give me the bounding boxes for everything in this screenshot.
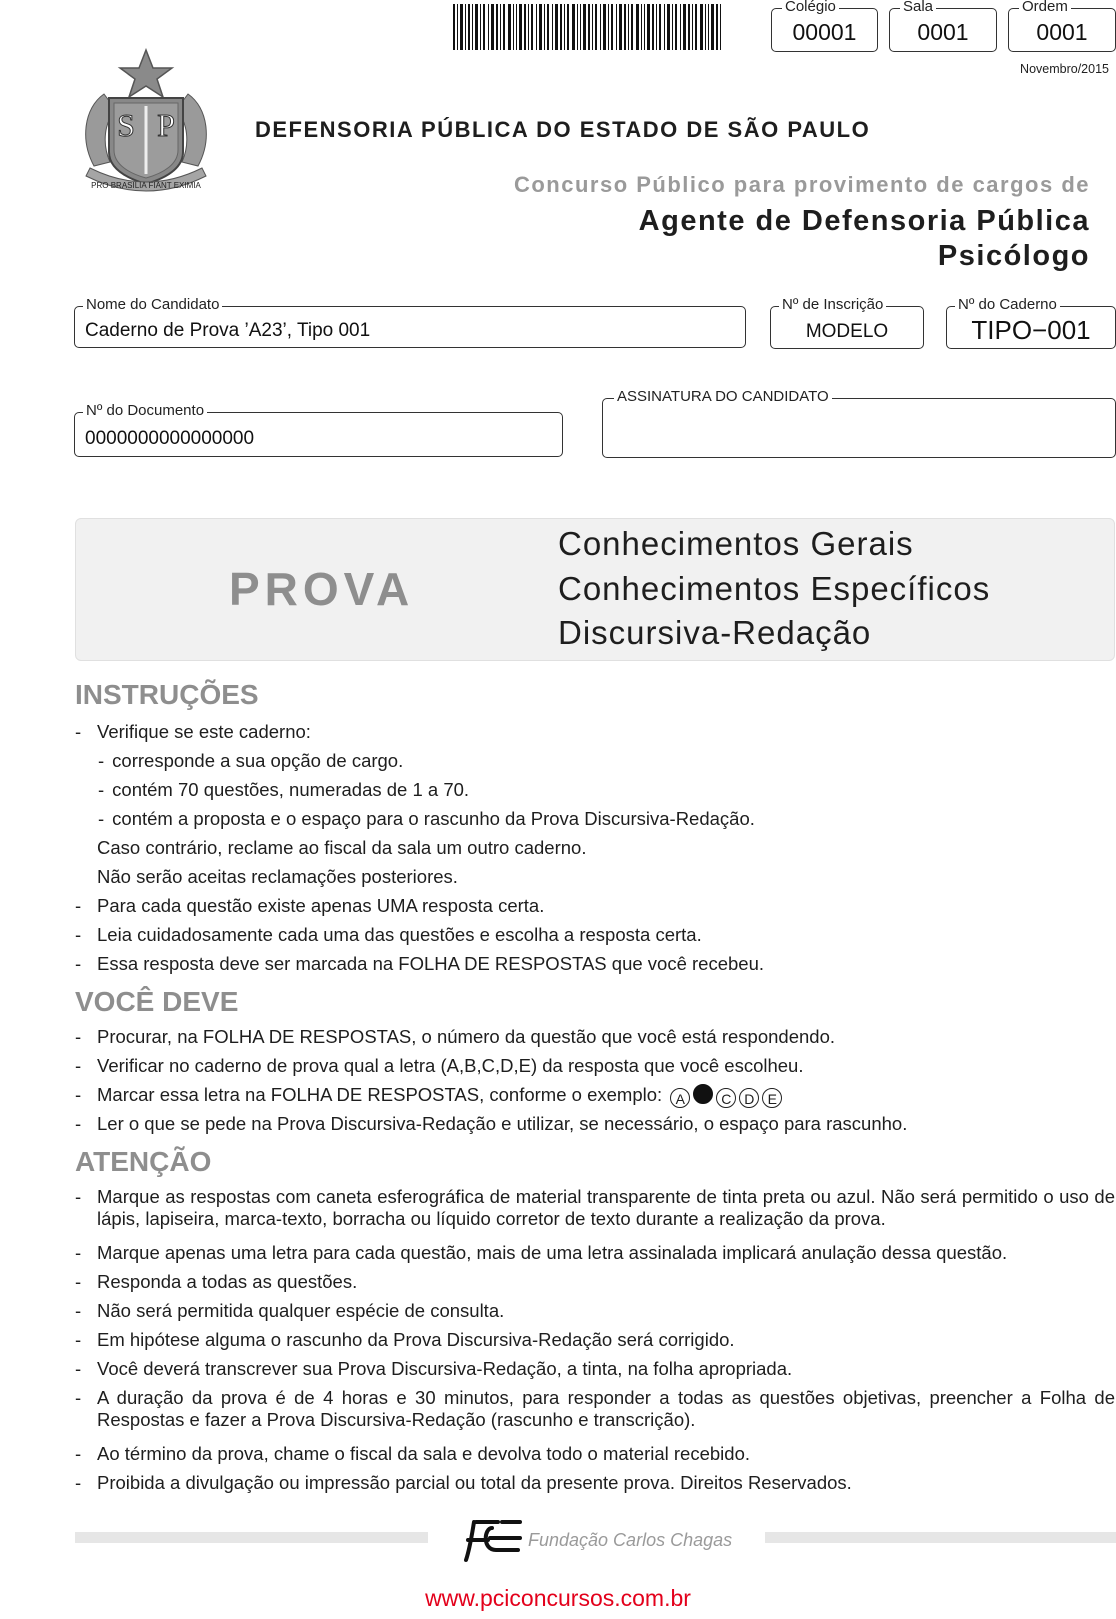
voce-deve-4: - Ler o que se pede na Prova Discursiva-Redação e utilizar, se necessário, o espaço para rascunho. xyxy=(75,1113,908,1134)
prova-section-gerais: Conhecimentos Gerais xyxy=(558,525,914,562)
prova-section-discursiva: Discursiva-Redação xyxy=(558,614,872,651)
emblem-letter-p: P xyxy=(157,107,175,143)
candidate-name-label: Nome do Candidato xyxy=(83,297,222,313)
example-bubble-b-filled xyxy=(693,1084,713,1104)
caderno-field xyxy=(946,296,1116,349)
footer-bar-right xyxy=(765,1532,1116,1543)
colegio-label: Colégio xyxy=(782,0,839,15)
instrucao-6: Não serão aceitas reclamações posteriores. xyxy=(97,866,458,887)
document-number-label: Nº do Documento xyxy=(83,403,207,419)
document-number-field xyxy=(74,402,563,457)
instrucao-4: - contém a proposta e o espaço para o rascunho da Prova Discursiva-Redação. xyxy=(98,808,755,829)
atencao-4: - Não será permitida qualquer espécie de consulta. xyxy=(75,1300,505,1321)
voce-deve-3: - Marcar essa letra na FOLHA DE RESPOSTAS, conforme o exemplo: A C D E xyxy=(75,1084,81,1106)
example-bubble-e: E xyxy=(762,1088,782,1108)
atencao-3: - Responda a todas as questões. xyxy=(75,1271,358,1292)
cargo-title: Agente de Defensoria Pública xyxy=(638,205,1090,237)
fcc-name: Fundação Carlos Chagas xyxy=(528,1530,733,1550)
atencao-heading: ATENÇÃO xyxy=(75,1146,212,1177)
instrucao-3: - contém 70 questões, numeradas de 1 a 70. xyxy=(98,779,470,800)
footer-bar-left xyxy=(75,1532,428,1543)
candidate-name-field xyxy=(74,296,746,348)
voce-deve-heading: VOCÊ DEVE xyxy=(75,986,239,1017)
voce-deve-2: - Verificar no caderno de prova qual a letra (A,B,C,D,E) da resposta que você escolheu. xyxy=(75,1055,804,1076)
inscricao-label: Nº de Inscrição xyxy=(779,297,886,313)
instrucao-7: - Para cada questão existe apenas UMA resposta certa. xyxy=(75,895,545,916)
instrucao-1: - Verifique se este caderno: xyxy=(75,721,311,742)
sala-box xyxy=(889,0,997,52)
prova-section-especificos: Conhecimentos Específicos xyxy=(558,570,991,607)
organization-name: DEFENSORIA PÚBLICA DO ESTADO DE SÃO PAULO xyxy=(255,117,871,142)
ordem-label: Ordem xyxy=(1019,0,1071,15)
sao-paulo-coat-of-arms-icon xyxy=(76,48,216,203)
instrucao-8: - Leia cuidadosamente cada uma das questões e escolha a resposta certa. xyxy=(75,924,702,945)
example-bubble-d: D xyxy=(739,1088,759,1108)
website-link[interactable]: www.pciconcursos.com.br xyxy=(425,1585,691,1611)
atencao-8: - Ao término da prova, chame o fiscal da sala e devolva todo o material recebido. xyxy=(75,1443,751,1464)
atencao-6: - Você deverá transcrever sua Prova Discursiva-Redação, a tinta, na folha apropriada. xyxy=(75,1358,793,1379)
ordem-value: 0001 xyxy=(1036,19,1088,45)
atencao-7: - A duração da prova é de 4 horas e 30 minutos, para responder a todas as questões objetivas, preencher a Folha de Respostas e fazer a Prova Discursiva-Redação (rascunho e transcrição). xyxy=(75,1387,1115,1430)
exam-date: Novembro/2015 xyxy=(1020,62,1109,76)
barcode xyxy=(453,4,721,50)
colegio-box xyxy=(771,0,878,52)
document-number-value: 0000000000000000 xyxy=(85,428,255,449)
emblem-motto: PRO BRASILIA FIANT EXIMIA xyxy=(91,181,201,190)
signature-field xyxy=(602,388,1116,458)
instrucoes-heading: INSTRUÇÕES xyxy=(75,679,259,710)
voce-deve-1: - Procurar, na FOLHA DE RESPOSTAS, o número da questão que você está respondendo. xyxy=(75,1026,836,1047)
contest-subtitle: Concurso Público para provimento de cargos de xyxy=(513,172,1090,197)
signature-label: ASSINATURA DO CANDIDATO xyxy=(614,389,832,405)
fcc-logo-icon xyxy=(462,1518,524,1564)
atencao-5: - Em hipótese alguma o rascunho da Prova Discursiva-Redação será corrigido. xyxy=(75,1329,735,1350)
ordem-box xyxy=(1008,0,1116,52)
caderno-value: TIPO−001 xyxy=(971,315,1091,345)
emblem-letter-s: S xyxy=(117,107,135,143)
candidate-name-value: Caderno de Prova ’A23’, Tipo 001 xyxy=(85,320,371,341)
caderno-label: Nº do Caderno xyxy=(955,297,1060,313)
atencao-2: - Marque apenas uma letra para cada questão, mais de uma letra assinalada implicará anulação dessa questão. xyxy=(75,1242,1008,1263)
cargo-specialty: Psicólogo xyxy=(937,240,1090,272)
sala-value: 0001 xyxy=(917,19,969,45)
example-bubble-a: A xyxy=(670,1088,690,1108)
prova-title: PROVA xyxy=(229,563,415,615)
atencao-1: - Marque as respostas com caneta esferográfica de material transparente de tinta preta ou azul. Não será permitido o uso de lápis, lapiseira, marca-texto, borracha ou líquido corretor de texto durante a realização da prova. xyxy=(75,1186,1115,1229)
instrucao-2: - corresponde a sua opção de cargo. xyxy=(98,750,404,771)
instrucao-9: - Essa resposta deve ser marcada na FOLHA DE RESPOSTAS que você recebeu. xyxy=(75,953,765,974)
inscricao-field xyxy=(770,296,924,349)
example-bubble-c: C xyxy=(716,1088,736,1108)
atencao-9: - Proibida a divulgação ou impressão parcial ou total da presente prova. Direitos Reservados. xyxy=(75,1472,852,1493)
inscricao-value: MODELO xyxy=(805,321,889,342)
instrucao-5: Caso contrário, reclame ao fiscal da sala um outro caderno. xyxy=(97,837,587,858)
sala-label: Sala xyxy=(900,0,936,15)
colegio-value: 00001 xyxy=(792,19,857,45)
